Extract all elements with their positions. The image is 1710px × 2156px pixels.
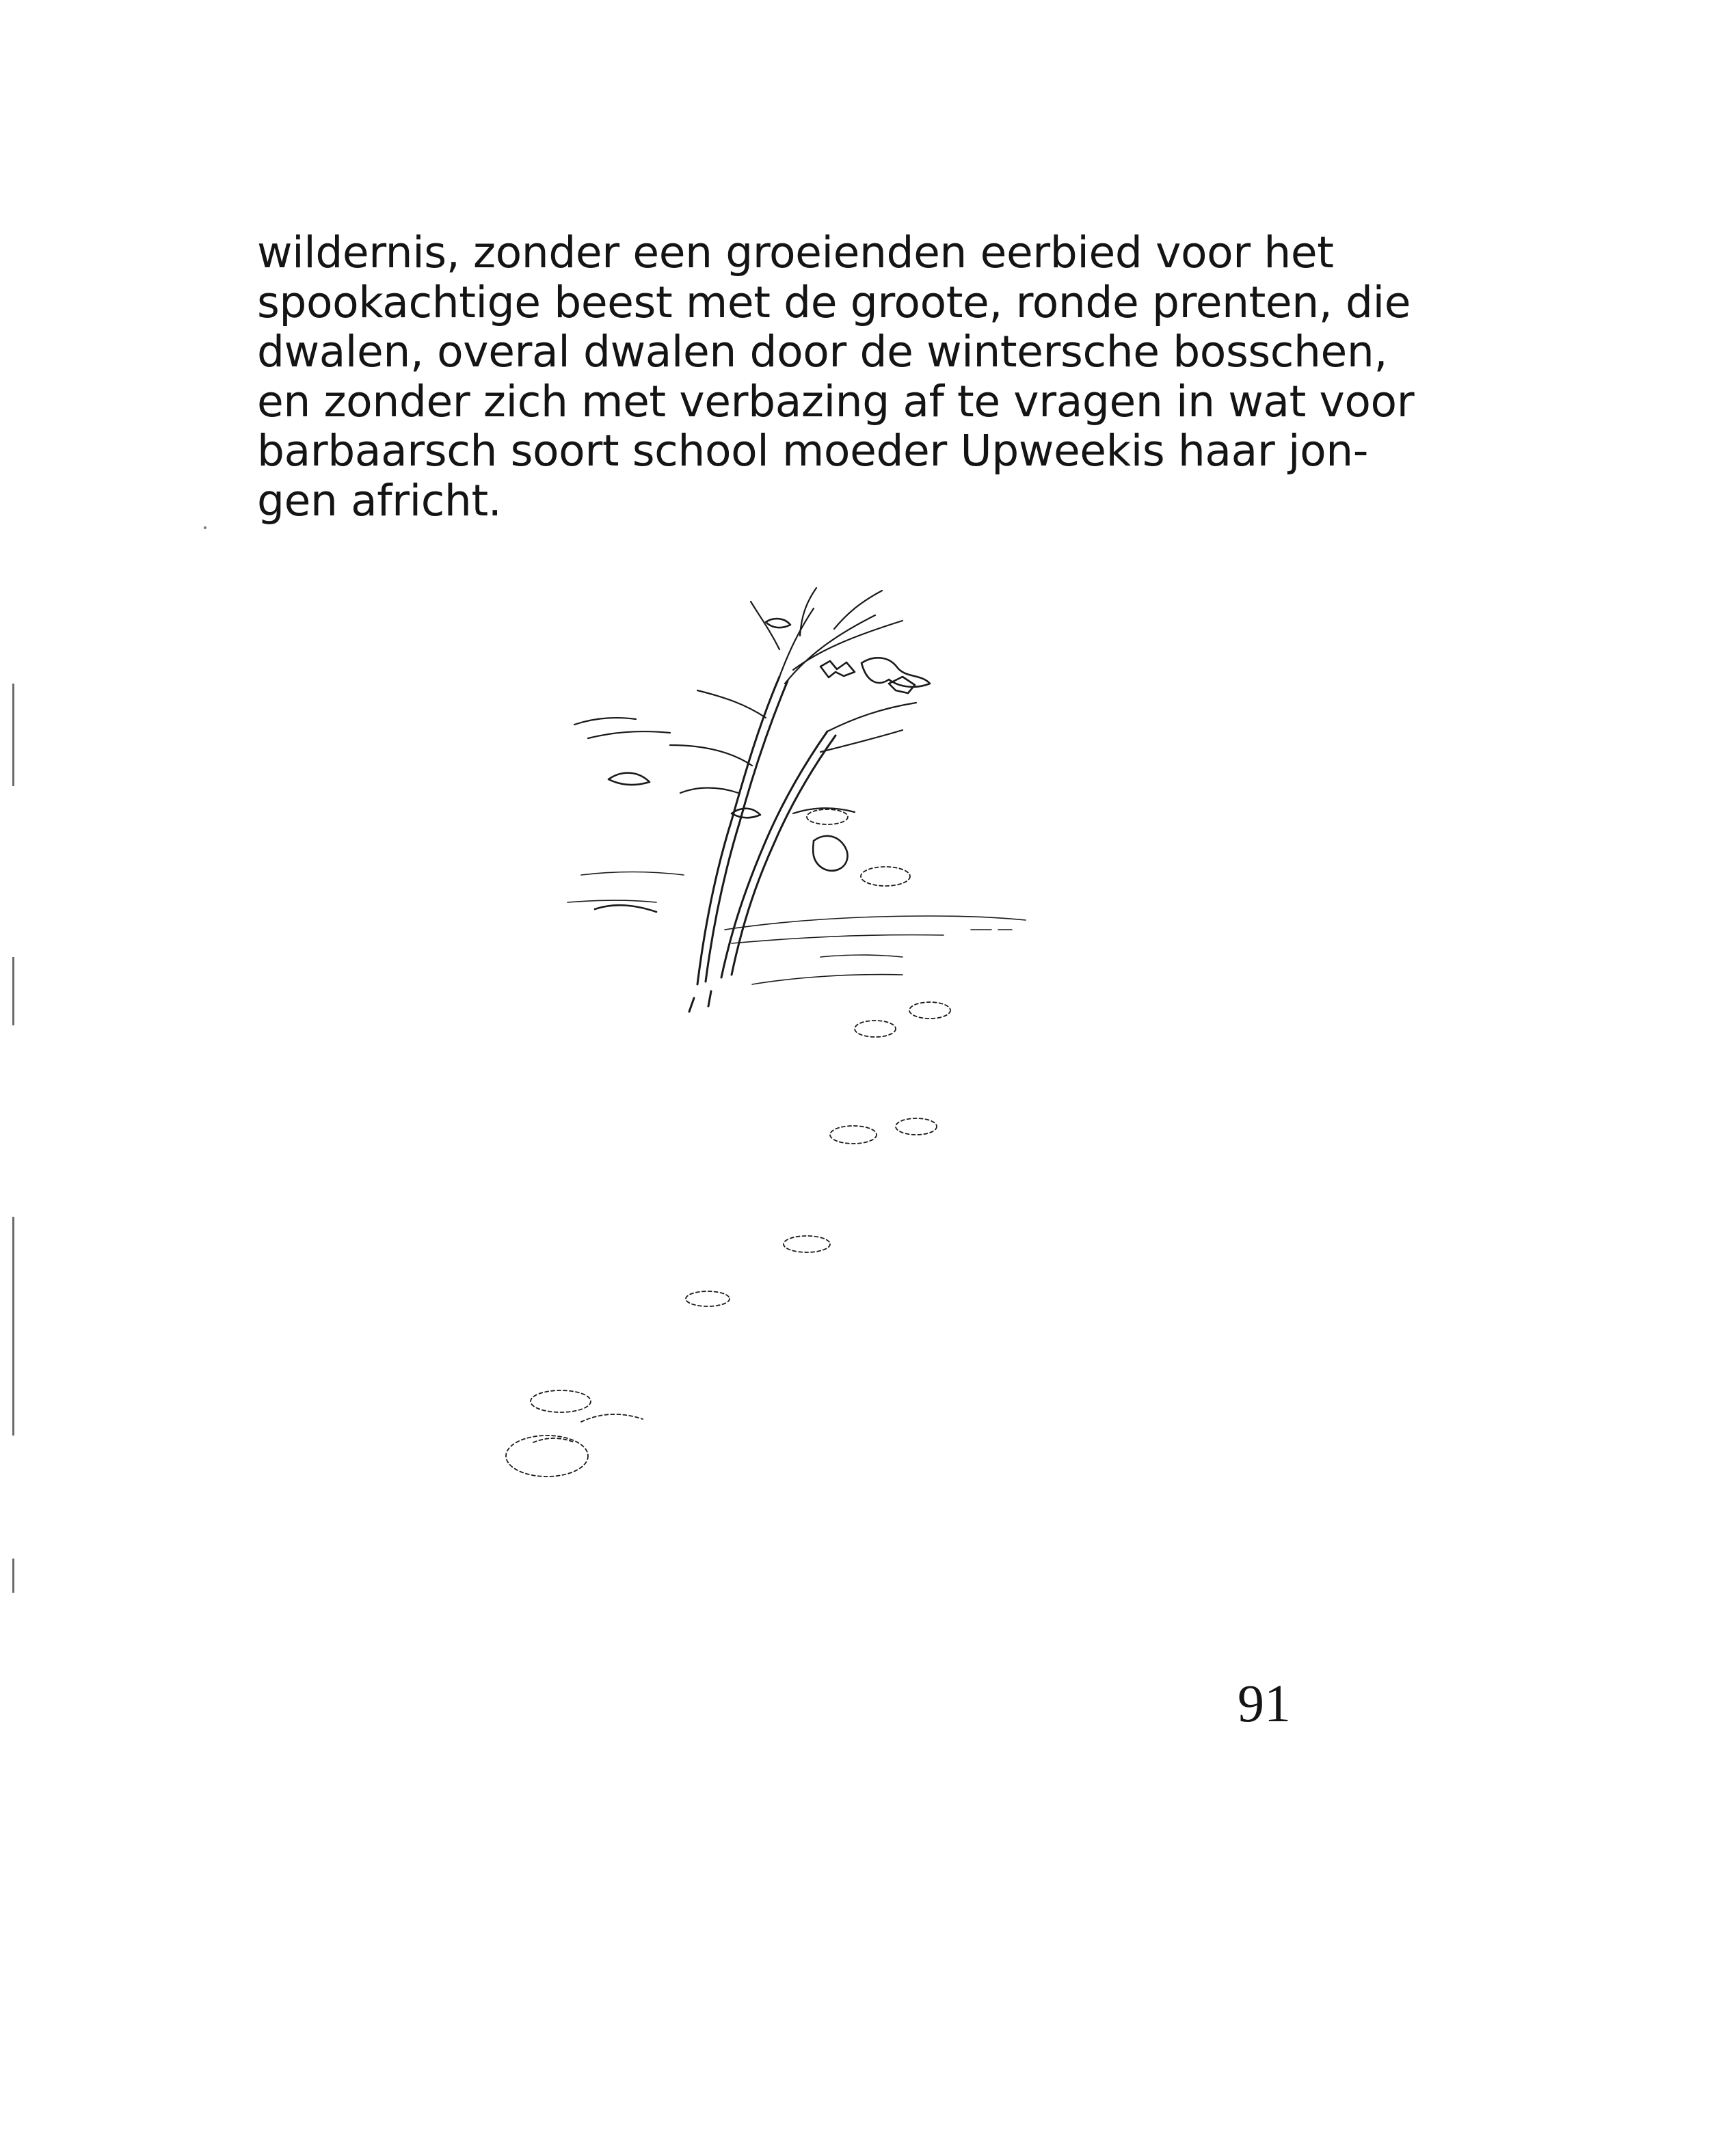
snow-ground [567, 872, 1026, 985]
footprint-5 [830, 1126, 877, 1144]
text-line-4: en zonder zich met verbazing af te vragen in wat voor [257, 376, 1415, 427]
scan-edge-mark [12, 1217, 14, 1436]
text-line-2: spookachtige beest met de groote, ronde prenten, die [257, 277, 1411, 327]
footprint-2 [807, 809, 848, 824]
text-line-6: gen africht. [257, 475, 502, 526]
footprint-3 [909, 1002, 950, 1019]
scan-speck [204, 526, 206, 529]
footprint-10 [506, 1436, 588, 1477]
page-number: 91 [1238, 1673, 1291, 1733]
text-line-3: dwalen, overal dwalen door de wintersche bosschen, [257, 327, 1388, 377]
footprint-4 [855, 1021, 896, 1037]
footprint-9 [531, 1390, 591, 1412]
footprint-1 [861, 867, 910, 886]
text-line-5: barbaarsch soort school moeder Upweekis haar jon- [257, 426, 1369, 476]
footprints-trail [506, 809, 950, 1477]
footprint-8 [686, 1291, 730, 1306]
body-text [257, 228, 1415, 526]
footprint-7 [784, 1236, 830, 1252]
tree-foliage [595, 619, 930, 912]
scan-edge-mark [12, 1559, 14, 1593]
scan-edge-mark [12, 684, 14, 786]
tree-branches [574, 588, 916, 813]
tree-footprints-illustration [410, 547, 1094, 1504]
text-line-1: wildernis, zonder een groeienden eerbied voor het [257, 228, 1334, 278]
footprint-6 [896, 1118, 937, 1135]
scan-edge-mark [12, 957, 14, 1025]
